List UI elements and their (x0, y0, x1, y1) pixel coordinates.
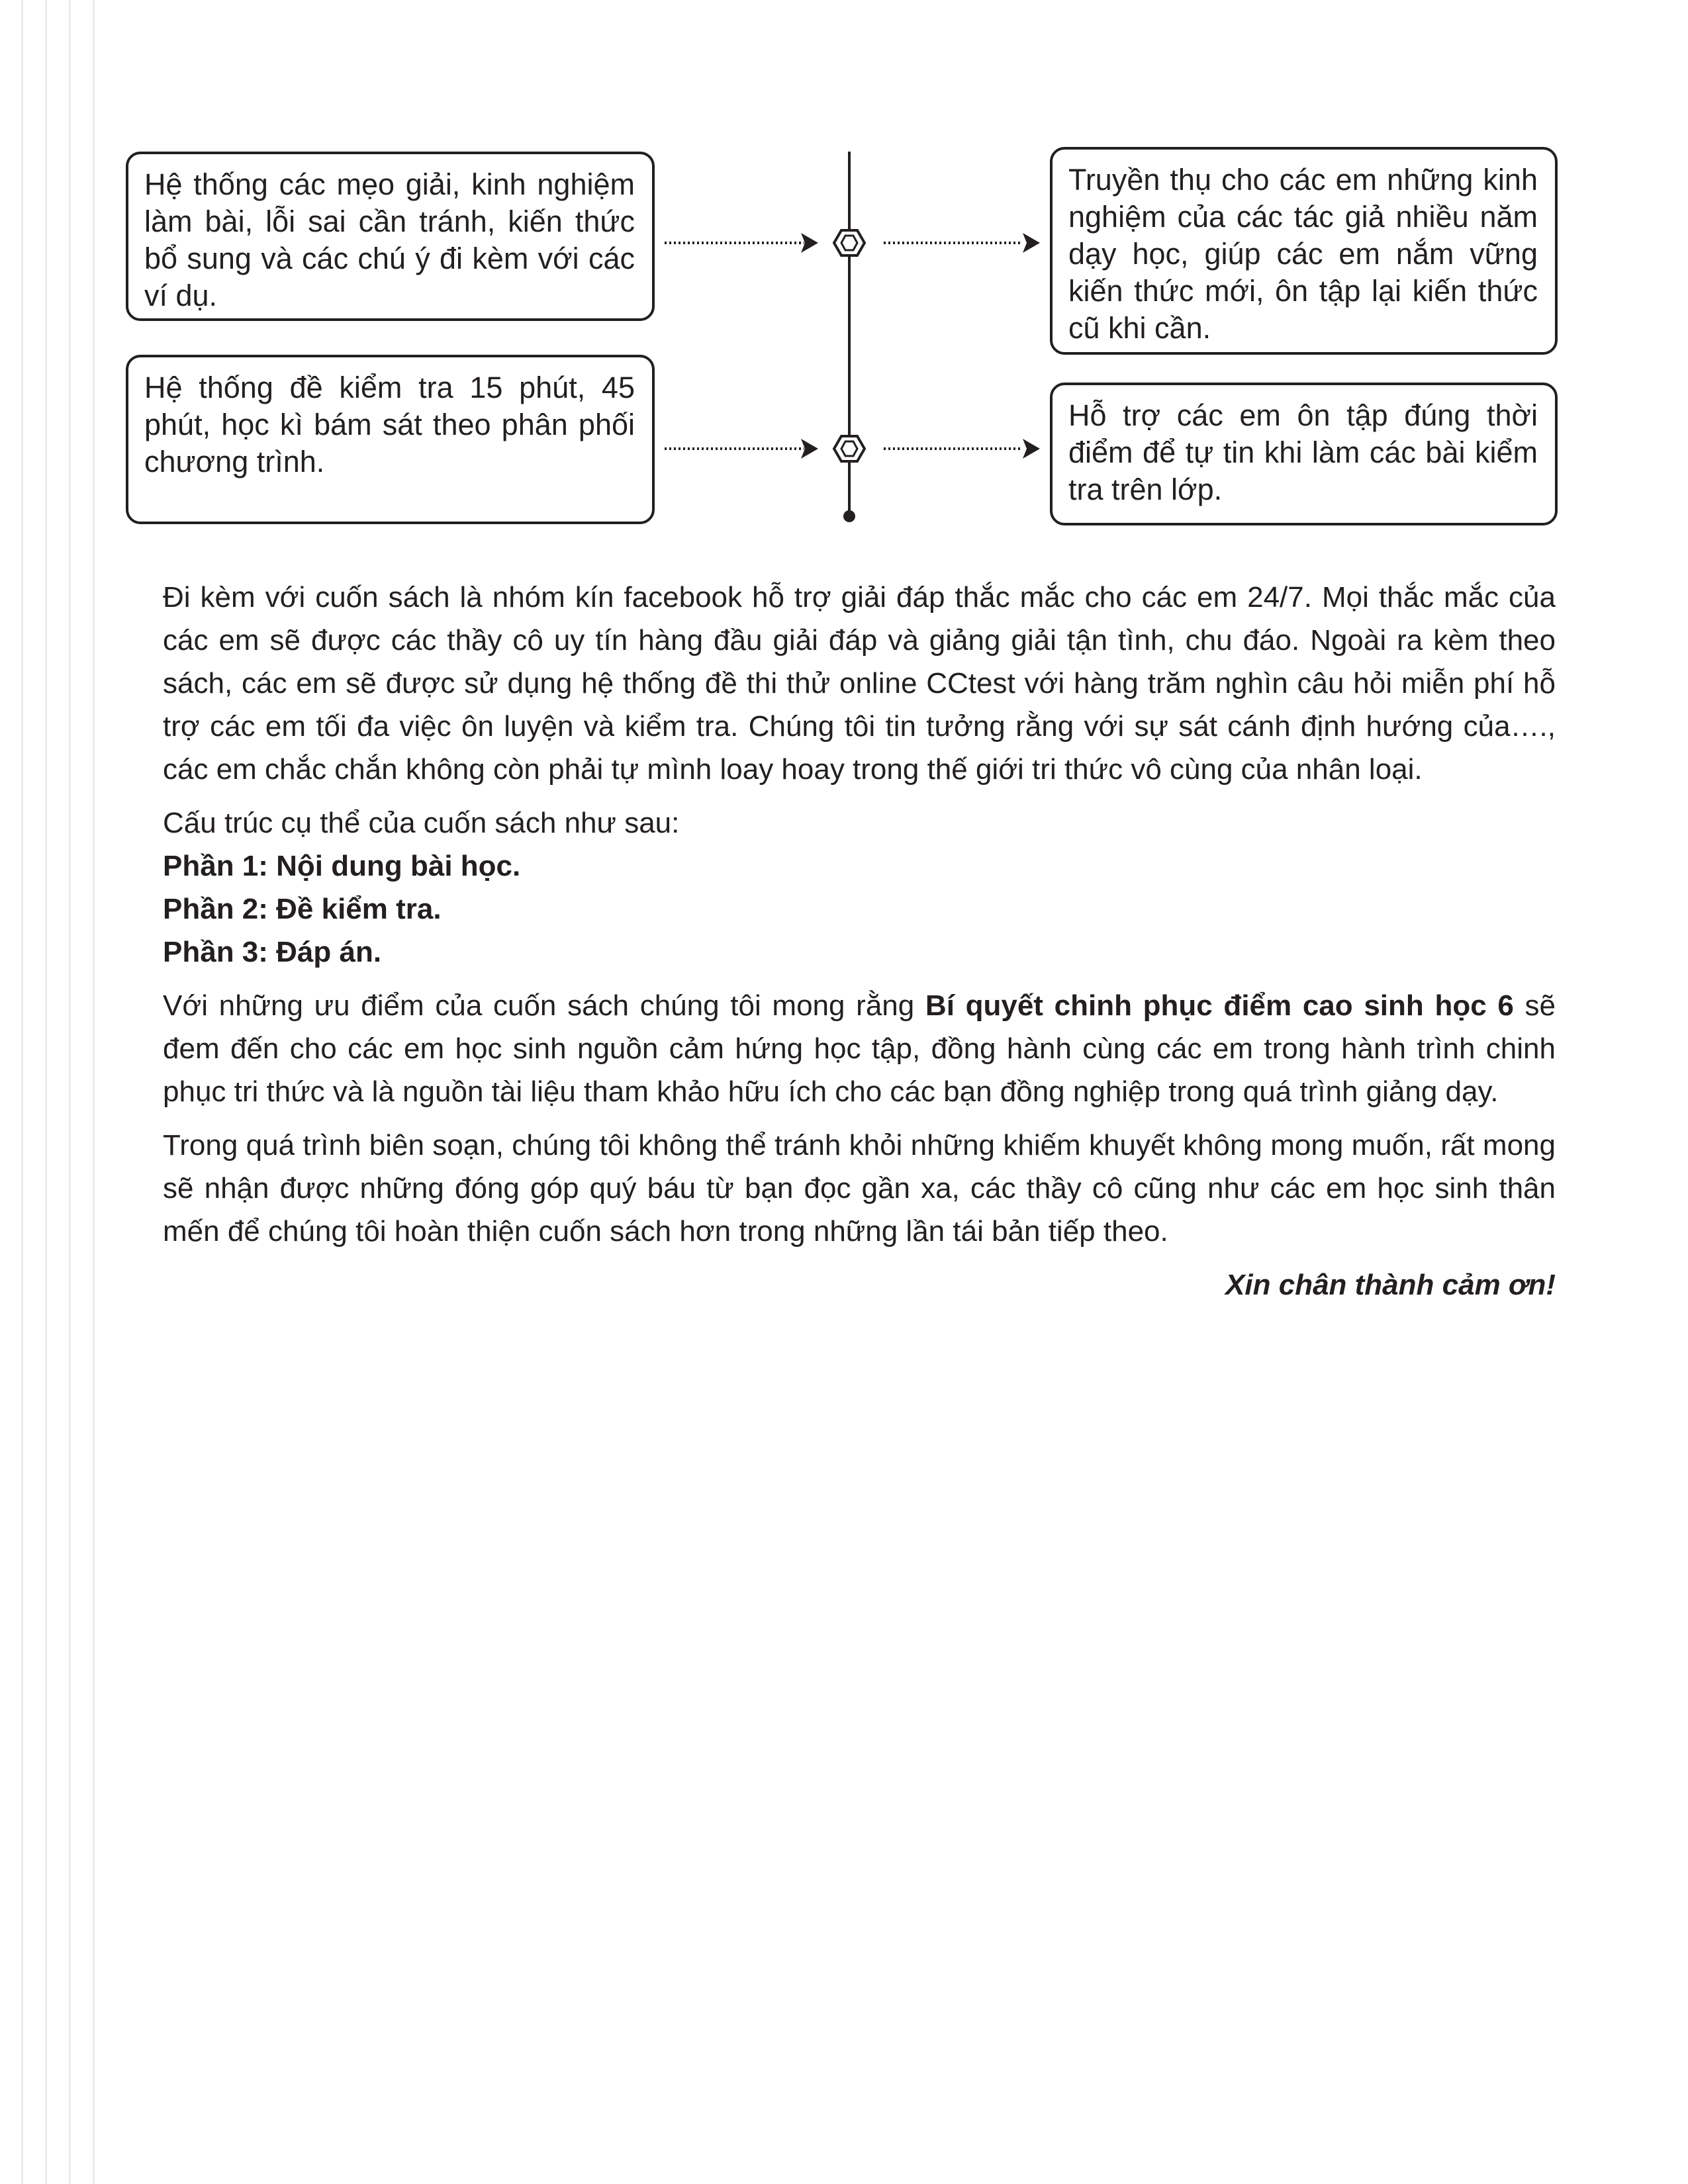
connector-row-1 (665, 230, 1040, 255)
benefit-box-review (1050, 383, 1558, 525)
paragraph-text: sẽ đem đến cho các em học sinh nguồn cảm hứng học tập, đồng hành cùng các em trong hành trình chinh phục tri thức và là nguồn tài liệu tham khảo hữu ích cho các bạn đồng nghiệp trong quá trình giảng dạy. (163, 989, 1556, 1108)
paragraph-advantages (163, 984, 1556, 1113)
feature-box-tips (126, 152, 655, 321)
arrow-right-icon (801, 233, 818, 253)
benefit-box-experience (1050, 147, 1558, 355)
paragraph-feedback: Trong quá trình biên soạn, chúng tôi không thể tránh khỏi những khiếm khuyết không mong muốn, rất mong sẽ nhận được những đóng góp quý báu từ bạn đọc gần xa, các thầy cô cũng như các em học sinh thân mến để chúng tôi hoàn thiện cuốn sách hơn trong những lần tái bản tiếp theo. (163, 1129, 1556, 1248)
closing-thanks: Xin chân thành cảm ơn! (1225, 1269, 1556, 1301)
benefit-box-text: Truyền thụ cho các em những kinh nghiệm của các tác giả nhiều năm dạy học, giúp các em nắm vững kiến thức mới, ôn tập lại kiến thức cũ khi cần. (1068, 163, 1538, 345)
arrow-right-icon (1023, 439, 1040, 459)
arrow-right-icon (1023, 233, 1040, 253)
feature-box-tests (126, 355, 655, 524)
paragraph-facebook-group: Đi kèm với cuốn sách là nhóm kín facebook hỗ trợ giải đáp thắc mắc cho các em 24/7. Mọi thắc mắc của các em sẽ được các thầy cô uy tín hàng đầu giải đáp và giảng giải tận tình, chu đáo. Ngoài ra kèm theo sách, các em sẽ được sử dụng hệ thống đề thi thử online CCtest với hàng trăm nghìn câu hỏi miễn phí hỗ trợ các em tối đa việc ôn luyện và kiểm tra. Chúng tôi tin tưởng rằng với sự sát cánh định hướng của…., các em chắc chắn không còn phải tự mình loay hoay trong thế giới tri thức vô cùng của nhân loại. (163, 581, 1556, 786)
paragraph-text: Với những ưu điểm của cuốn sách chúng tôi mong rằng (163, 989, 925, 1022)
connector-row-2 (665, 436, 1040, 461)
part-2-heading: Phần 2: Đề kiểm tra. (163, 893, 442, 925)
feature-box-text: Hệ thống đề kiểm tra 15 phút, 45 phút, học kì bám sát theo phân phối chương trình. (144, 371, 635, 478)
feature-box-text: Hệ thống các mẹo giải, kinh nghiệm làm bài, lỗi sai cần tránh, kiến thức bổ sung và các chú ý đi kèm với các ví dụ. (144, 167, 635, 312)
part-1-heading: Phần 1: Nội dung bài học. (163, 850, 521, 882)
structure-intro: Cấu trúc cụ thể của cuốn sách như sau: (163, 807, 680, 839)
book-title: Bí quyết chinh phục điểm cao sinh học 6 (925, 989, 1514, 1022)
arrow-right-icon (801, 439, 818, 459)
body-text (163, 576, 1556, 1336)
benefit-box-text: Hỗ trợ các em ôn tập đúng thời điểm để tự tin khi làm các bài kiểm tra trên lớp. (1068, 398, 1538, 506)
part-3-heading: Phần 3: Đáp án. (163, 936, 382, 968)
timeline-end-dot (843, 510, 855, 522)
